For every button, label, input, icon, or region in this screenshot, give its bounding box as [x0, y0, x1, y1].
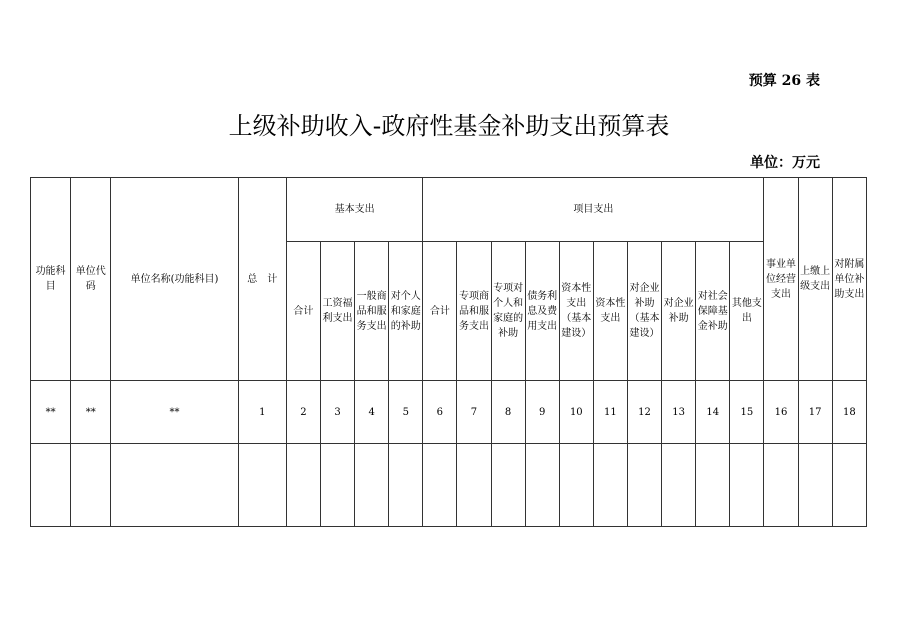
header-biz-unit-expense: 事业单位经营支出 — [764, 178, 798, 381]
index-cell: 7 — [457, 381, 491, 444]
data-cell — [491, 444, 525, 527]
header-subsidiary-aid: 对附属单位补助支出 — [832, 178, 866, 381]
data-cell — [764, 444, 798, 527]
index-cell: 14 — [696, 381, 730, 444]
header-project-col: 资本性支出（基本建设） — [559, 242, 593, 381]
data-cell — [525, 444, 559, 527]
header-submit-upper: 上缴上级支出 — [798, 178, 832, 381]
header-project-col: 专项对个人和家庭的补助 — [491, 242, 525, 381]
index-cell: 1 — [238, 381, 286, 444]
data-cell — [457, 444, 491, 527]
header-basic-col: 一般商品和服务支出 — [355, 242, 389, 381]
unit-label: 单位：万元 — [750, 155, 820, 171]
index-cell: 16 — [764, 381, 798, 444]
header-project-col: 其他支出 — [730, 242, 764, 381]
data-cell — [696, 444, 730, 527]
index-cell: 5 — [389, 381, 423, 444]
header-project-col: 对企业补助 — [662, 242, 696, 381]
index-cell: ** — [31, 381, 71, 444]
header-unit-name: 单位名称(功能科目) — [111, 178, 238, 381]
data-cell — [593, 444, 627, 527]
header-project-col: 资本性支出 — [593, 242, 627, 381]
data-cell — [730, 444, 764, 527]
data-cell — [111, 444, 238, 527]
index-cell: 13 — [662, 381, 696, 444]
index-cell: 9 — [525, 381, 559, 444]
data-cell — [355, 444, 389, 527]
index-cell: 3 — [320, 381, 354, 444]
header-project-expenditure: 项目支出 — [423, 178, 764, 242]
index-cell: 15 — [730, 381, 764, 444]
index-cell: 6 — [423, 381, 457, 444]
index-cell: 2 — [286, 381, 320, 444]
data-cell — [662, 444, 696, 527]
data-cell — [320, 444, 354, 527]
data-cell — [389, 444, 423, 527]
data-cell — [559, 444, 593, 527]
data-cell — [798, 444, 832, 527]
index-cell: ** — [71, 381, 111, 444]
data-cell — [31, 444, 71, 527]
index-cell: ** — [111, 381, 238, 444]
data-cell — [238, 444, 286, 527]
table-number: 预算 26 表 — [748, 73, 820, 89]
empty-data-row — [31, 444, 867, 527]
index-cell: 12 — [627, 381, 661, 444]
data-cell — [832, 444, 866, 527]
budget-table — [30, 177, 867, 527]
index-cell: 18 — [832, 381, 866, 444]
header-basic-col: 对个人和家庭的补助 — [389, 242, 423, 381]
index-cell: 11 — [593, 381, 627, 444]
index-cell: 4 — [355, 381, 389, 444]
header-project-col: 合计 — [423, 242, 457, 381]
header-project-col: 对企业补助（基本建设） — [627, 242, 661, 381]
index-cell: 10 — [559, 381, 593, 444]
header-basic-col: 工资福利支出 — [320, 242, 354, 381]
data-cell — [627, 444, 661, 527]
index-cell: 17 — [798, 381, 832, 444]
data-cell — [286, 444, 320, 527]
header-total: 总 计 — [238, 178, 286, 381]
header-basic-expenditure: 基本支出 — [286, 178, 422, 242]
data-cell — [423, 444, 457, 527]
header-unit-code: 单位代码 — [71, 178, 111, 381]
index-cell: 8 — [491, 381, 525, 444]
data-cell — [71, 444, 111, 527]
page-title: 上级补助收入-政府性基金补助支出预算表 — [228, 112, 670, 140]
header-basic-col: 合计 — [286, 242, 320, 381]
header-project-col: 对社会保障基金补助 — [696, 242, 730, 381]
header-project-col: 专项商品和服务支出 — [457, 242, 491, 381]
index-row — [31, 381, 867, 444]
header-project-col: 债务利息及费用支出 — [525, 242, 559, 381]
header-func-code: 功能科目 — [31, 178, 71, 381]
